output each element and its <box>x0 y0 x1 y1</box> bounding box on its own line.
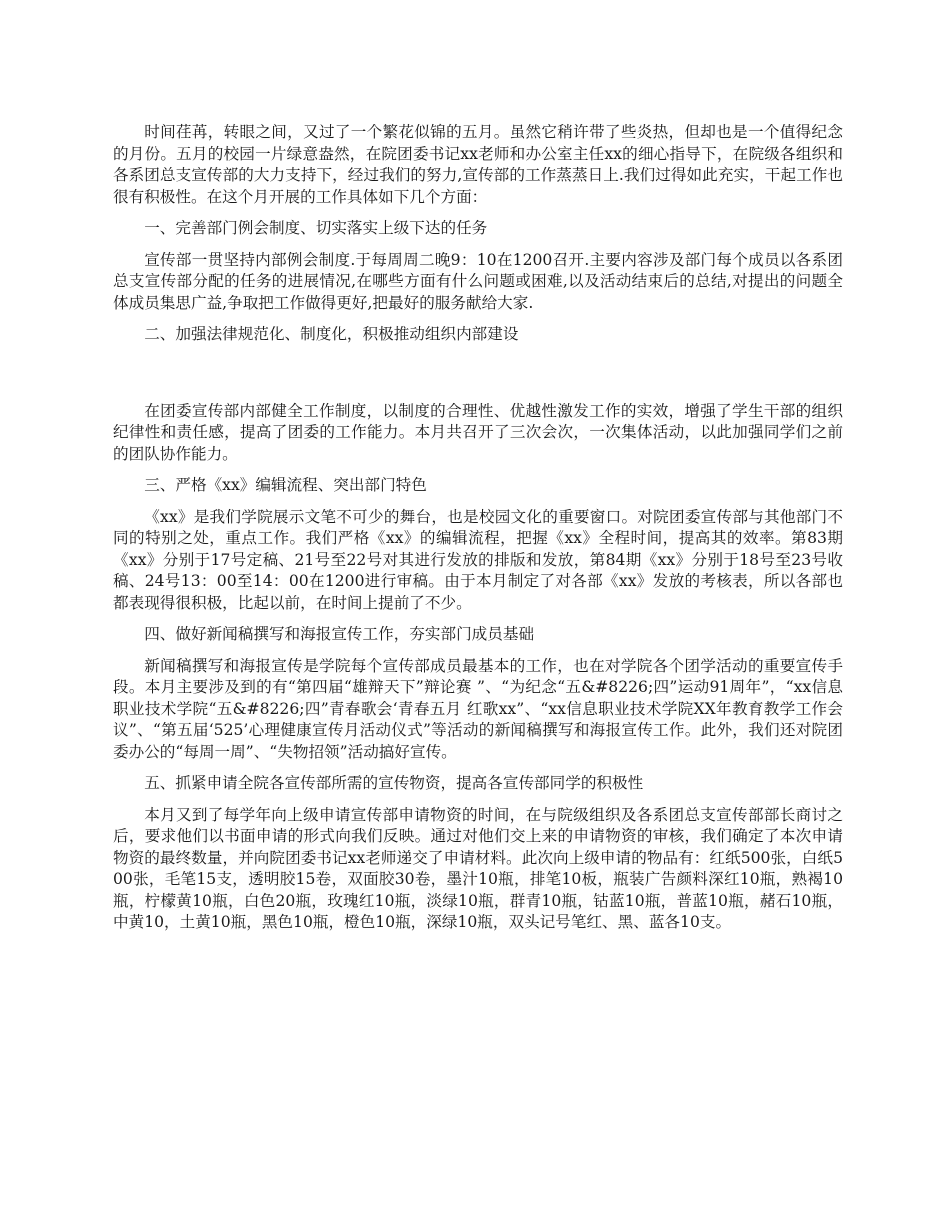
section-1-heading: 一、完善部门例会制度、切实落实上级下达的任务 <box>144 219 488 237</box>
blank-space <box>113 356 843 401</box>
section-4-heading: 四、做好新闻稿撰写和海报宣传工作，夯实部门成员基础 <box>144 625 535 643</box>
section-5-heading: 五、抓紧申请全院各宣传部所需的宣传物资，提高各宣传部同学的积极性 <box>144 774 644 792</box>
section-4-body: 新闻稿撰写和海报宣传是学院每个宣传部成员最基本的工作，也在对学院各个团学活动的重要宣传手段。本月主要涉及到的有“第四届“雄辩天下”辩论赛 ”、“为纪念“五&#8226;四”运动91周年”，“xx信息职业技术学院“五&#8226;四”青春歌会‘青春五月 红歌xx”、“xx信息职业技术学院XX年教育教学工作会议”、“第五届‘525’心理健康宣传月活动仪式”等活动的新闻稿撰写和海报宣传工作。此外，我们还对院团委办公的“每周一周”、“失物招领”活动搞好宣传。 <box>113 656 843 761</box>
document-page <box>113 122 843 944</box>
section-5-body: 本月又到了每学年向上级申请宣传部申请物资的时间，在与院级组织及各系团总支宣传部部长商讨之后，要求他们以书面申请的形式向我们反映。通过对他们交上来的申请物资的审核，我们确定了本次申请物资的最终数量，并向院团委书记xx老师递交了申请材料。此次向上级申请的物品有：红纸500张，白纸500张，毛笔15支，透明胶15卷，双面胶30卷，墨汁10瓶，排笔10板，瓶装广告颜料深红10瓶，熟褐10瓶，柠檬黄10瓶，白色20瓶，玫瑰红10瓶，淡绿10瓶，群青10瓶，钴蓝10瓶，普蓝10瓶，赭石10瓶，中黄10，土黄10瓶，黑色10瓶，橙色10瓶，深绿10瓶，双头记号笔红、黑、蓝各10支。 <box>113 805 843 931</box>
section-3-body: 《xx》是我们学院展示文笔不可少的舞台，也是校园文化的重要窗口。对院团委宣传部与其他部门不同的特别之处，重点工作。我们严格《xx》的编辑流程，把握《xx》全程时间，提高其的效率。第83期《xx》分别于17号定稿、21号至22号对其进行发放的排版和发放，第84期《xx》分别于18号至23号收稿、24号13：00至14：00在1200进行审稿。由于本月制定了对各部《xx》发放的考核表，所以各部也都表现得很积极，比起以前，在时间上提前了不少。 <box>113 507 843 612</box>
section-2-heading: 二、加强法律规范化、制度化，积极推动组织内部建设 <box>144 325 519 343</box>
section-1-body: 宣传部一贯坚持内部例会制度.于每周周二晚9：10在1200召开.主要内容涉及部门每个成员以各系团总支宣传部分配的任务的进展情况,在哪些方面有什么问题或困难,以及活动结束后的总结,对提出的问题全体成员集思广益,争取把工作做得更好,把最好的服务献给大家. <box>113 250 843 312</box>
section-3-heading: 三、严格《xx》编辑流程、突出部门特色 <box>144 476 427 494</box>
intro-paragraph: 时间荏苒，转眼之间，又过了一个繁花似锦的五月。虽然它稍许带了些炎热，但却也是一个值得纪念的月份。五月的校园一片绿意盎然，在院团委书记xx老师和办公室主任xx的细心指导下，在院级各组织和各系团总支宣传部的大力支持下，经过我们的努力,宣传部的工作蒸蒸日上.我们过得如此充实，干起工作也很有积极性。在这个月开展的工作具体如下几个方面： <box>113 123 843 206</box>
section-2-body: 在团委宣传部内部健全工作制度，以制度的合理性、优越性激发工作的实效，增强了学生干部的组织纪律性和责任感，提高了团委的工作能力。本月共召开了三次会次，一次集体活动，以此加强同学们之前的团队协作能力。 <box>113 401 843 463</box>
